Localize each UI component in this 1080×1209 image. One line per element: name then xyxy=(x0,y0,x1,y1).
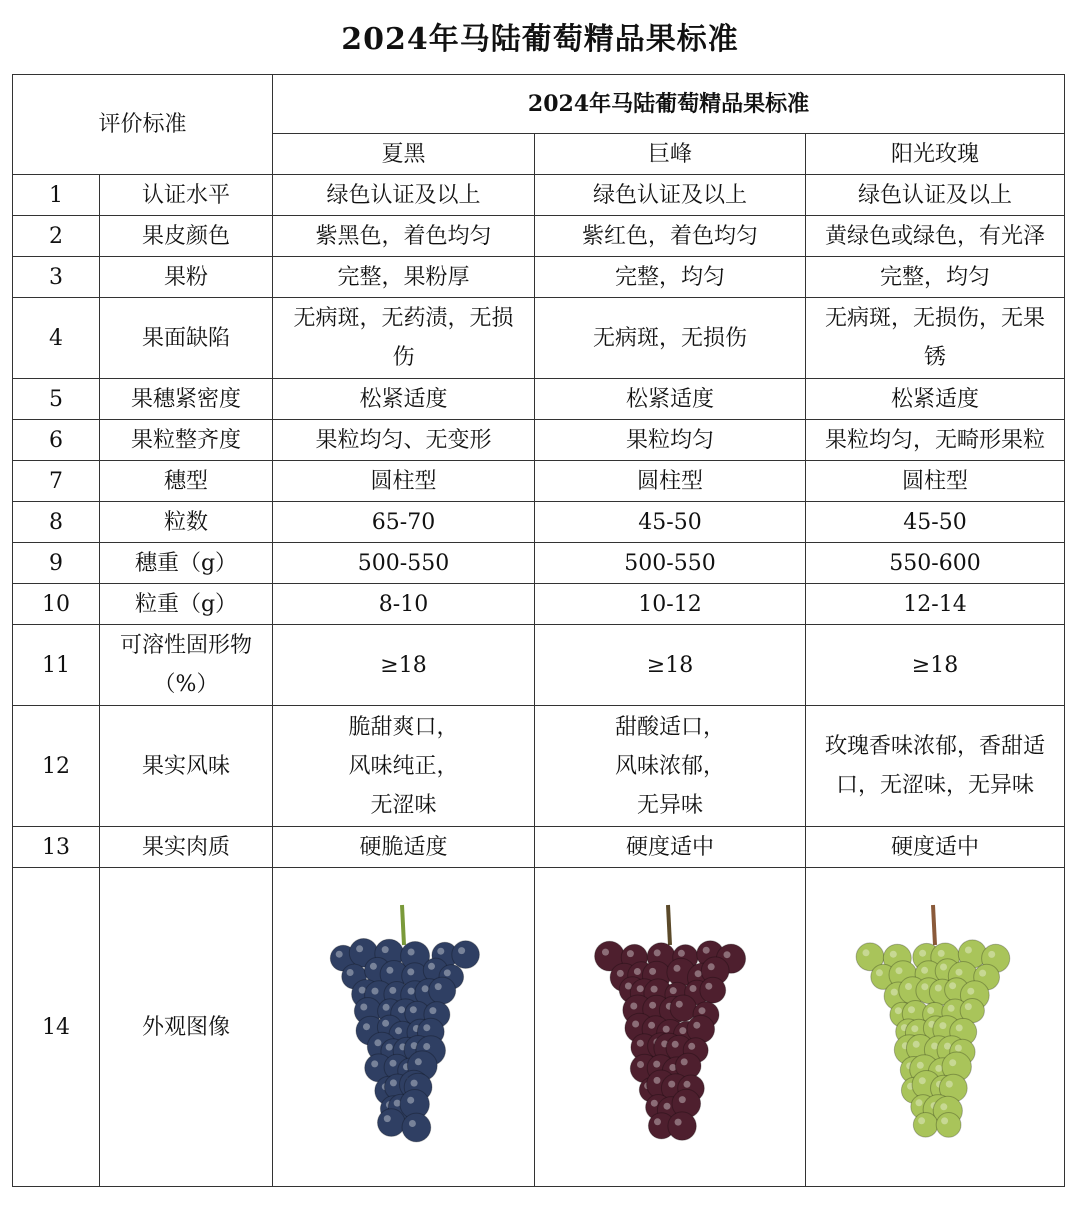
criterion-value: ≥18 xyxy=(535,625,806,706)
cell-line: 玫瑰香味浓郁，香甜适 xyxy=(825,734,1046,759)
cell-line: 锈 xyxy=(924,345,947,370)
cell-line: 无病斑，无损伤，无果 xyxy=(825,306,1046,331)
criterion-name: 果皮颜色 xyxy=(100,216,273,257)
criterion-value xyxy=(806,298,1065,379)
cell-line: 风味纯正， xyxy=(348,753,459,779)
cell-line: 无异味 xyxy=(637,792,704,818)
criterion-value: 完整，均匀 xyxy=(806,257,1065,298)
criterion-value: 硬度适中 xyxy=(806,827,1065,868)
row-number: 6 xyxy=(13,420,100,461)
header-row-1 xyxy=(13,75,1065,134)
criterion-name: 果实风味 xyxy=(100,706,273,827)
cell-line: 脆甜爽口， xyxy=(348,714,459,740)
page-title: 2024年马陆葡萄精品果标准 xyxy=(341,22,739,57)
criterion-value: 果粒均匀、无变形 xyxy=(273,420,535,461)
criterion-value: 绿色认证及以上 xyxy=(806,175,1065,216)
criterion-name: 果实肉质 xyxy=(100,827,273,868)
criterion-value xyxy=(535,706,806,827)
cell-line: 无涩味 xyxy=(370,792,437,818)
criterion-name: 认证水平 xyxy=(100,175,273,216)
table-row xyxy=(13,175,1065,216)
table-row xyxy=(13,379,1065,420)
criterion-value: 45-50 xyxy=(535,502,806,543)
criterion-value: 紫黑色，着色均匀 xyxy=(273,216,535,257)
row-number: 14 xyxy=(13,868,100,1187)
criterion-value: 果粒均匀 xyxy=(535,420,806,461)
criterion-value: 紫红色，着色均匀 xyxy=(535,216,806,257)
cell-line: 口，无涩味，无异味 xyxy=(836,773,1035,798)
row-number: 7 xyxy=(13,461,100,502)
row-number: 12 xyxy=(13,706,100,827)
criterion-name: 穗重（g） xyxy=(100,543,273,584)
criterion-value: 硬度适中 xyxy=(535,827,806,868)
criterion-name: 果粉 xyxy=(100,257,273,298)
row-number: 8 xyxy=(13,502,100,543)
row-number: 2 xyxy=(13,216,100,257)
criterion-value: 45-50 xyxy=(806,502,1065,543)
appearance-image-cell xyxy=(806,868,1065,1187)
cell-line: （%） xyxy=(153,672,219,697)
criterion-value: 12-14 xyxy=(806,584,1065,625)
criterion-value: 圆柱型 xyxy=(806,461,1065,502)
appearance-image-cell xyxy=(535,868,806,1187)
row-number: 9 xyxy=(13,543,100,584)
criterion-value xyxy=(273,706,535,827)
appearance-image-cell xyxy=(273,868,535,1187)
criterion-value: 松紧适度 xyxy=(273,379,535,420)
criterion-name: 果粒整齐度 xyxy=(100,420,273,461)
criterion-value: 硬脆适度 xyxy=(273,827,535,868)
table-row xyxy=(13,298,1065,379)
criterion-value: 果粒均匀，无畸形果粒 xyxy=(806,420,1065,461)
criterion-value: ≥18 xyxy=(273,625,535,706)
criterion-value: 完整，果粉厚 xyxy=(273,257,535,298)
grape-yangguang-icon xyxy=(855,897,1015,1157)
criterion-name: 外观图像 xyxy=(100,868,273,1187)
table-row xyxy=(13,543,1065,584)
table-row xyxy=(13,216,1065,257)
row-number: 1 xyxy=(13,175,100,216)
criterion-value: ≥18 xyxy=(806,625,1065,706)
cell-line: 可溶性固形物 xyxy=(120,633,253,658)
variety-header-yangguang: 阳光玫瑰 xyxy=(806,134,1065,175)
table-row xyxy=(13,868,1065,1187)
table-row xyxy=(13,706,1065,827)
criterion-value: 松紧适度 xyxy=(806,379,1065,420)
criterion-value: 圆柱型 xyxy=(535,461,806,502)
grape-jufeng-icon xyxy=(590,897,750,1157)
criterion-name: 粒重（g） xyxy=(100,584,273,625)
criterion-name: 粒数 xyxy=(100,502,273,543)
criterion-value xyxy=(535,298,806,379)
criterion-value: 黄绿色或绿色，有光泽 xyxy=(806,216,1065,257)
row-number: 10 xyxy=(13,584,100,625)
criterion-value: 松紧适度 xyxy=(535,379,806,420)
criterion-value: 550-600 xyxy=(806,543,1065,584)
grape-xiahei-icon xyxy=(324,897,484,1157)
criterion-name: 穗型 xyxy=(100,461,273,502)
row-number: 13 xyxy=(13,827,100,868)
cell-line: 风味浓郁， xyxy=(615,753,726,779)
table-row xyxy=(13,461,1065,502)
criterion-value: 绿色认证及以上 xyxy=(273,175,535,216)
row-number: 11 xyxy=(13,625,100,706)
table-row xyxy=(13,625,1065,706)
criterion-value: 500-550 xyxy=(535,543,806,584)
row-number: 5 xyxy=(13,379,100,420)
criterion-value xyxy=(273,298,535,379)
table-title-header: 2024年马陆葡萄精品果标准 xyxy=(273,75,1065,134)
table-row xyxy=(13,502,1065,543)
variety-header-jufeng: 巨峰 xyxy=(535,134,806,175)
table-row xyxy=(13,420,1065,461)
criterion-value: 500-550 xyxy=(273,543,535,584)
table-row xyxy=(13,827,1065,868)
row-number: 3 xyxy=(13,257,100,298)
criterion-value: 圆柱型 xyxy=(273,461,535,502)
cell-line: 无病斑，无损伤 xyxy=(593,325,748,351)
variety-header-xiahei: 夏黑 xyxy=(273,134,535,175)
standards-table xyxy=(12,74,1065,1187)
cell-line: 无病斑，无药渍，无损 xyxy=(293,306,514,331)
criterion-value xyxy=(806,706,1065,827)
table-row xyxy=(13,584,1065,625)
criterion-value: 8-10 xyxy=(273,584,535,625)
cell-line: 伤 xyxy=(392,345,415,370)
criterion-value: 10-12 xyxy=(535,584,806,625)
criteria-header: 评价标准 xyxy=(13,75,273,175)
criterion-name: 果穗紧密度 xyxy=(100,379,273,420)
cell-line: 甜酸适口， xyxy=(615,714,726,740)
criterion-name xyxy=(100,625,273,706)
row-number: 4 xyxy=(13,298,100,379)
criterion-value: 绿色认证及以上 xyxy=(535,175,806,216)
criterion-name: 果面缺陷 xyxy=(100,298,273,379)
criterion-value: 完整，均匀 xyxy=(535,257,806,298)
criterion-value: 65-70 xyxy=(273,502,535,543)
table-row xyxy=(13,257,1065,298)
